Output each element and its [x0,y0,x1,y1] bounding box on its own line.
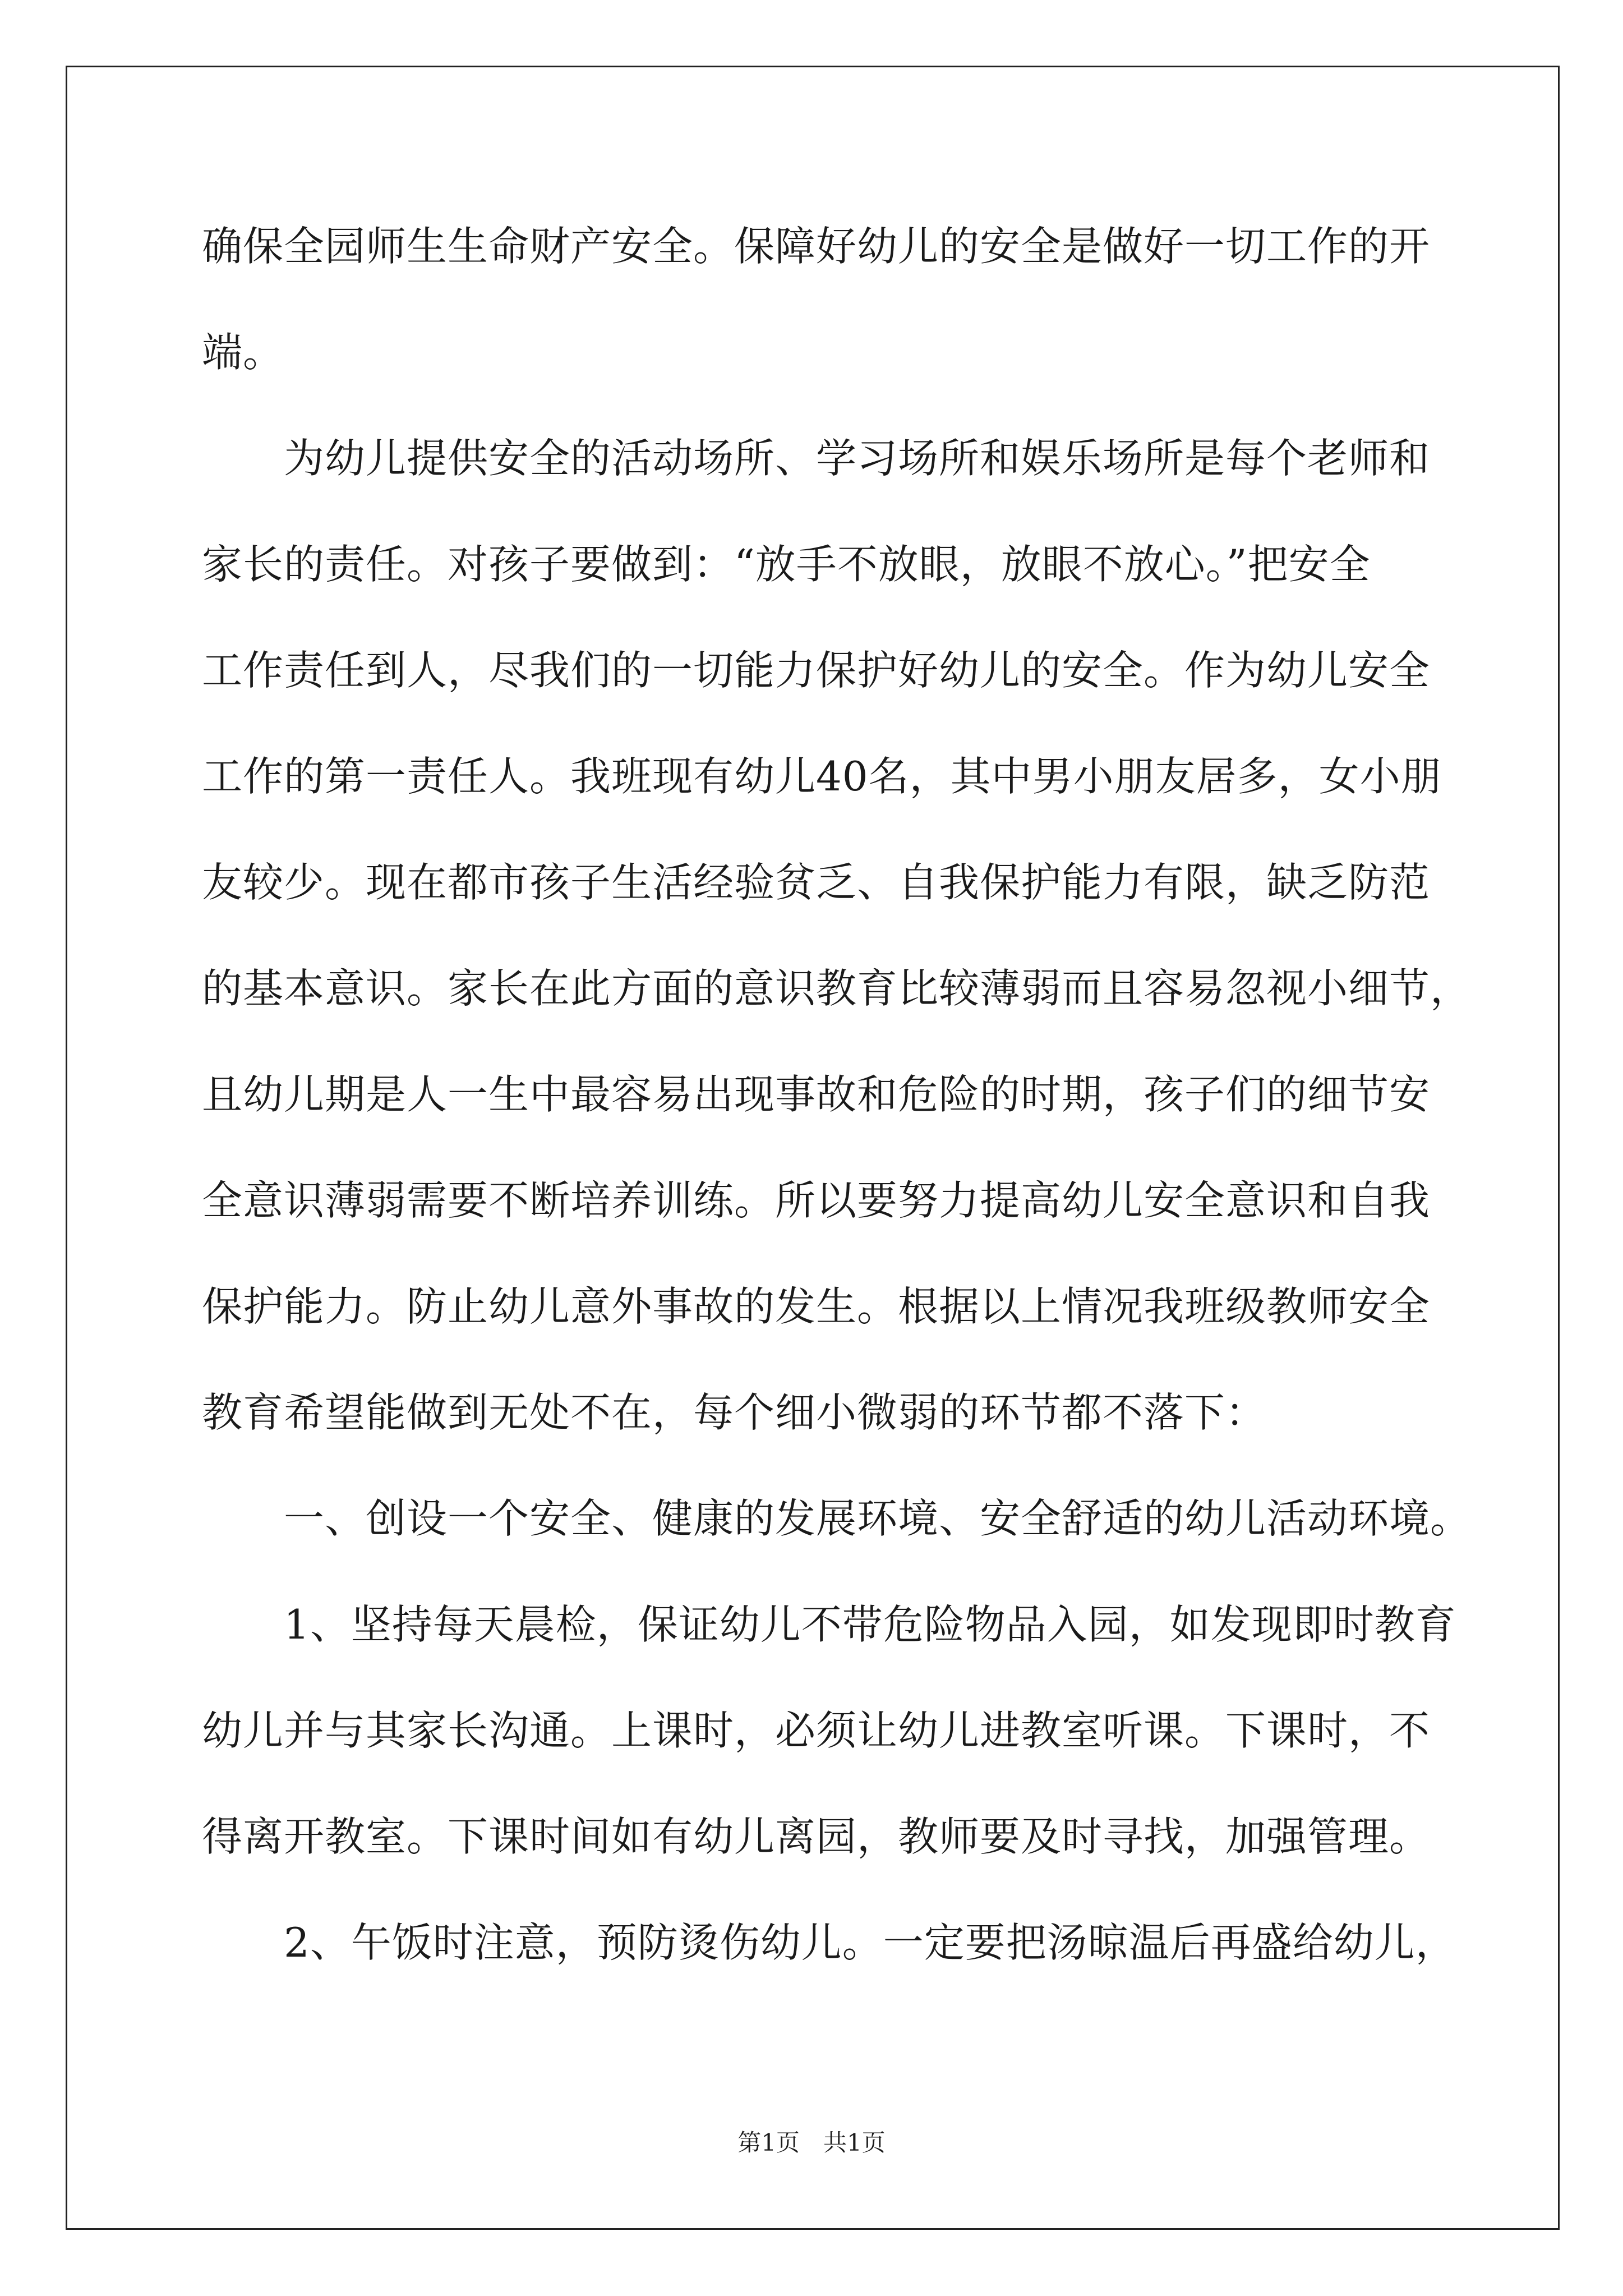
text-line: 一、创设一个安全、健康的发展环境、安全舒适的幼儿活动环境。 [202,1495,1472,1542]
text-line: 教育希望能做到无处不在，每个细小微弱的环节都不落下： [202,1389,1267,1436]
text-line: 得离开教室。下课时间如有幼儿离园，教师要及时寻找，加强管理。 [202,1813,1431,1860]
text-line: 幼儿并与其家长沟通。上课时，必须让幼儿进教室听课。下课时，不 [202,1707,1431,1754]
text-line: 2、午饭时注意，预防烫伤幼儿。一定要把汤晾温后再盛给幼儿， [202,1919,1456,1966]
text-line: 全意识薄弱需要不断培养训练。所以要努力提高幼儿安全意识和自我 [202,1177,1431,1224]
text-line: 为幼儿提供安全的活动场所、学习场所和娱乐场所是每个老师和 [202,435,1431,482]
text-line: 的基本意识。家长在此方面的意识教育比较薄弱而且容易忽视小细节， [202,965,1472,1012]
text-line: 家长的责任。对孩子要做到：“放手不放眼，放眼不放心。”把安全 [202,541,1371,588]
text-line: 保护能力。防止幼儿意外事故的发生。根据以上情况我班级教师安全 [202,1283,1431,1330]
text-line: 工作责任到人，尽我们的一切能力保护好幼儿的安全。作为幼儿安全 [202,647,1431,694]
text-line: 友较少。现在都市孩子生活经验贫乏、自我保护能力有限，缺乏防范 [202,859,1431,906]
text-line: 确保全园师生生命财产安全。保障好幼儿的安全是做好一切工作的开 [202,223,1431,270]
text-line: 且幼儿期是人一生中最容易出现事故和危险的时期，孩子们的细节安 [202,1071,1431,1118]
text-line: 端。 [202,329,284,376]
document-body [202,194,1472,1996]
text-line: 工作的第一责任人。我班现有幼儿40名，其中男小朋友居多，女小朋 [202,753,1442,800]
page-footer: 第1页 共1页 [737,2129,886,2156]
text-line: 1、坚持每天晨检，保证幼儿不带危险物品入园，如发现即时教育 [202,1601,1456,1648]
